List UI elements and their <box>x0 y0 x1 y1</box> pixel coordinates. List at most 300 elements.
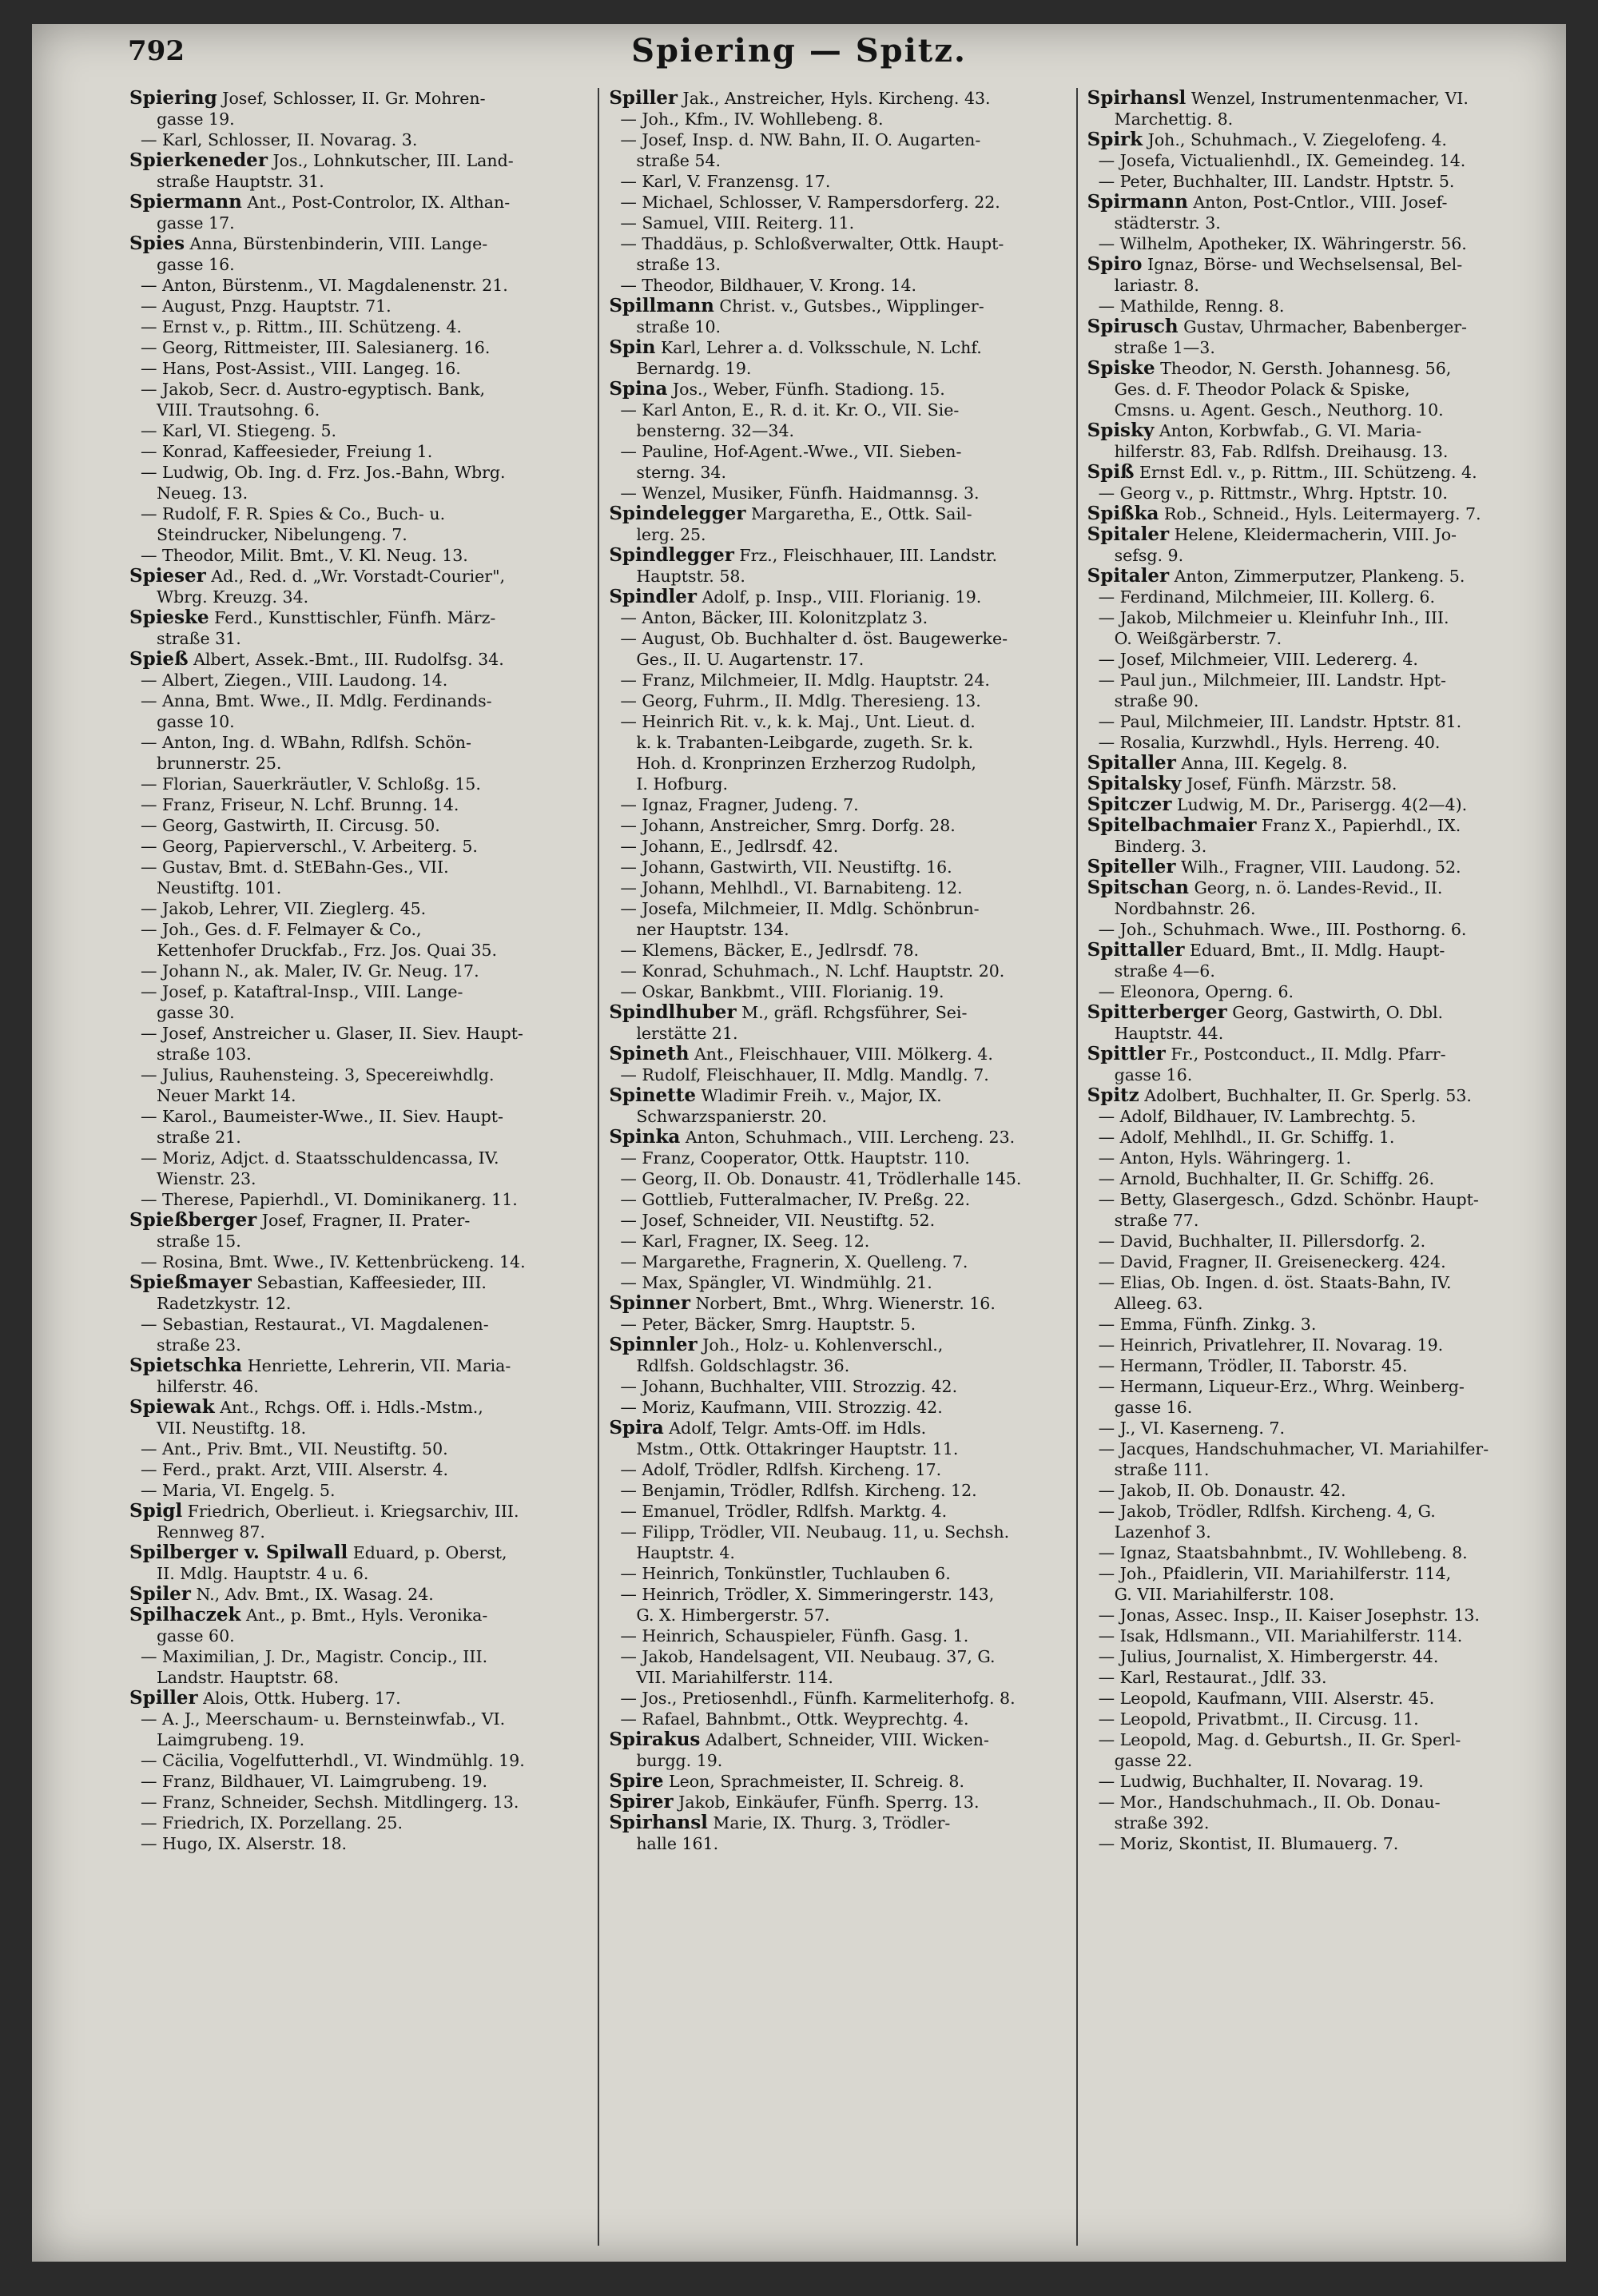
entry-surname: Spigl <box>129 1501 183 1522</box>
directory-entry-line <box>129 524 588 545</box>
entry-text: — Gustav, Bmt. d. StEBahn-Ges., VII. <box>141 858 449 877</box>
entry-surname: Spirer <box>609 1792 674 1813</box>
entry-text: Adolf, Telgr. Amts-Off. im Hdls. <box>663 1419 927 1438</box>
directory-entry-line <box>129 1584 588 1605</box>
directory-entry-line <box>129 1355 588 1376</box>
entry-text: — Mor., Handschuhmach., II. Ob. Donau- <box>1098 1793 1441 1812</box>
directory-entry-line <box>1087 337 1544 358</box>
entry-text: gasse 16. <box>1114 1398 1193 1417</box>
entry-text: Adalbert, Schneider, VIII. Wicken- <box>700 1730 989 1749</box>
directory-entry-line <box>1087 1438 1544 1459</box>
entry-text: Bernardg. 19. <box>636 359 752 378</box>
entry-surname: Spieß <box>129 649 189 670</box>
entry-surname: Spiske <box>1087 358 1155 379</box>
entry-surname: Spietschka <box>129 1355 243 1376</box>
directory-entry-line <box>609 1272 1066 1293</box>
directory-entry-line <box>129 1002 588 1023</box>
entry-text: — Wilhelm, Apotheker, IX. Währingerstr. 56. <box>1098 234 1467 253</box>
entry-text: — Benjamin, Trödler, Rdlfsh. Kircheng. 12. <box>620 1481 977 1500</box>
entry-surname: Spiller <box>609 88 678 109</box>
directory-entry-line <box>129 1750 588 1771</box>
entry-text: II. Mdlg. Hauptstr. 4 u. 6. <box>157 1564 369 1583</box>
directory-entry-line <box>609 1626 1066 1646</box>
entry-surname: Spirakus <box>609 1729 701 1750</box>
directory-entry-line <box>129 1626 588 1646</box>
directory-entry-line <box>1087 524 1544 545</box>
directory-entry-line <box>1087 1231 1544 1251</box>
directory-entry-line <box>129 753 588 774</box>
directory-entry-line <box>129 275 588 296</box>
entry-text: straße 15. <box>157 1232 241 1251</box>
entry-text: Jos., Weber, Fünfh. Stadiong. 15. <box>667 380 945 399</box>
entry-surname: Spiß <box>1087 462 1135 483</box>
directory-entry-line <box>129 1563 588 1584</box>
directory-entry-line <box>609 649 1066 670</box>
directory-entry-line <box>609 1480 1066 1501</box>
directory-entry-line <box>129 1729 588 1750</box>
entry-text: — Franz, Milchmeier, II. Mdlg. Hauptstr. 24. <box>620 670 990 690</box>
entry-surname: Spindlhuber <box>609 1002 737 1023</box>
entry-text: — Elias, Ob. Ingen. d. öst. Staats-Bahn, IV. <box>1098 1273 1452 1292</box>
directory-entry-line <box>129 1064 588 1085</box>
directory-entry-line <box>609 1418 1066 1438</box>
entry-text: — Franz, Schneider, Sechsh. Mitdlingerg. 13. <box>141 1793 519 1812</box>
directory-entry-line <box>129 545 588 566</box>
directory-entry-line <box>609 1064 1066 1085</box>
entry-text: — Rudolf, F. R. Spies & Co., Buch- u. <box>141 504 446 523</box>
entry-surname: Spitelbachmaier <box>1087 815 1257 836</box>
entry-surname: Spinner <box>609 1293 690 1314</box>
entry-surname: Spiering <box>129 88 217 109</box>
entry-text: Georg, Gastwirth, O. Dbl. <box>1226 1003 1444 1022</box>
directory-entry-line <box>129 1376 588 1397</box>
directory-entry-line <box>609 379 1066 400</box>
directory-entry-line <box>609 337 1066 358</box>
entry-text: Christ. v., Gutsbes., Wipplinger- <box>714 296 984 316</box>
entry-surname: Spindler <box>609 587 698 607</box>
directory-entry-line <box>1087 1522 1544 1542</box>
entry-text: — Jakob, Lehrer, VII. Zieglerg. 45. <box>141 899 427 918</box>
entry-text: Landstr. Hauptstr. 68. <box>157 1668 340 1687</box>
directory-entry-line <box>1087 545 1544 566</box>
directory-entry-line <box>129 171 588 192</box>
directory-entry-line <box>1087 441 1544 462</box>
directory-entry-line <box>129 815 588 836</box>
entry-text: Wilh., Fragner, VIII. Laudong. 52. <box>1175 858 1461 877</box>
directory-entry-line <box>1087 1023 1544 1044</box>
directory-entry-line <box>609 898 1066 919</box>
directory-entry-line <box>1087 919 1544 940</box>
directory-entry-line <box>609 420 1066 441</box>
entry-text: Hauptstr. 58. <box>636 567 745 586</box>
entry-text: — Jakob, Handelsagent, VII. Neubaug. 37, G. <box>620 1647 996 1666</box>
entry-text: Karl, Lehrer a. d. Volksschule, N. Lchf. <box>655 338 982 357</box>
directory-entry-line <box>129 607 588 628</box>
entry-text: Anna, III. Kegelg. 8. <box>1175 754 1348 773</box>
directory-entry-line <box>1087 1376 1544 1397</box>
directory-entry-line <box>129 296 588 316</box>
directory-entry-line <box>1087 587 1544 607</box>
entry-surname: Spieske <box>129 607 209 628</box>
directory-entry-line <box>129 1438 588 1459</box>
entry-text: Wenzel, Instrumentenmacher, VI. <box>1186 89 1469 108</box>
directory-entry-line <box>1087 150 1544 171</box>
directory-entry-line <box>129 1127 588 1148</box>
entry-text: — Klemens, Bäcker, E., Jedlrsdf. 78. <box>620 941 920 960</box>
directory-entry-line <box>609 857 1066 877</box>
entry-text: — Georg, Papierverschl., V. Arbeiterg. 5. <box>141 837 478 856</box>
entry-text: straße 392. <box>1114 1813 1210 1832</box>
entry-surname: Spira <box>609 1418 664 1438</box>
entry-text: Marchettig. 8. <box>1114 109 1234 129</box>
entry-text: — Rudolf, Fleischhauer, II. Mdlg. Mandlg. 7. <box>620 1065 989 1084</box>
directory-entry-line <box>609 1584 1066 1605</box>
directory-entry-line <box>129 690 588 711</box>
entry-text: — J., VI. Kaserneng. 7. <box>1098 1419 1285 1438</box>
entry-text: — Friedrich, IX. Porzellang. 25. <box>141 1813 403 1832</box>
directory-entry-line <box>1087 1418 1544 1438</box>
entry-text: — Leopold, Mag. d. Geburtsh., II. Gr. Sperl- <box>1098 1730 1461 1749</box>
entry-text: — Hans, Post-Assist., VIII. Langeg. 16. <box>141 359 461 378</box>
directory-entry-line <box>609 1709 1066 1729</box>
entry-surname: Spittaller <box>1087 940 1185 961</box>
directory-entry-line <box>1087 1688 1544 1709</box>
entry-text: — Karl Anton, E., R. d. it. Kr. O., VII. Sie- <box>620 400 960 420</box>
entry-text: — Maria, VI. Engelg. 5. <box>141 1481 336 1500</box>
directory-entry-line <box>129 898 588 919</box>
directory-entry-line <box>129 233 588 254</box>
entry-text: — Georg, Gastwirth, II. Circusg. 50. <box>141 816 440 835</box>
directory-entry-line <box>129 566 588 587</box>
entry-surname: Spießberger <box>129 1210 257 1231</box>
entry-text: — Jos., Pretiosenhdl., Fünfh. Karmeliterhofg. 8. <box>620 1689 1016 1708</box>
entry-text: — Rosina, Bmt. Wwe., IV. Kettenbrückeng. 14. <box>141 1252 526 1271</box>
directory-entry-line <box>1087 88 1544 109</box>
directory-entry-line <box>609 400 1066 420</box>
directory-entry-line <box>1087 1833 1544 1854</box>
entry-surname: Spitz <box>1087 1085 1139 1106</box>
entry-text: straße 10. <box>636 317 721 336</box>
directory-entry-line <box>609 670 1066 690</box>
entry-surname: Spitaller <box>1087 753 1176 774</box>
directory-entry-line <box>1087 628 1544 649</box>
entry-text: — Isak, Hdlsmann., VII. Mariahilferstr. 114. <box>1098 1626 1463 1645</box>
entry-text: Ad., Red. d. „Wr. Vorstadt-Courier", <box>205 567 506 586</box>
entry-text: Anton, Schuhmach., VIII. Lercheng. 23. <box>680 1128 1016 1147</box>
entry-text: gasse 60. <box>157 1626 235 1645</box>
entry-text: — Oskar, Bankbmt., VIII. Florianig. 19. <box>620 982 944 1001</box>
entry-surname: Spitaler <box>1087 524 1170 545</box>
entry-text: — Jacques, Handschuhmacher, VI. Mariahilfer- <box>1098 1439 1489 1458</box>
directory-entry-line <box>609 1085 1066 1106</box>
entry-text: VIII. Trautsohng. 6. <box>157 400 320 420</box>
entry-text: — Josef, Insp. d. NW. Bahn, II. O. Augarten- <box>620 130 981 149</box>
entry-text: Kettenhofer Druckfab., Frz. Jos. Quai 35. <box>157 941 497 960</box>
entry-surname: Spinnler <box>609 1335 698 1355</box>
entry-text: Rennweg 87. <box>157 1522 265 1542</box>
entry-text: Ant., Rchgs. Off. i. Hdls.-Mstm., <box>214 1398 483 1417</box>
directory-entry-line <box>609 587 1066 607</box>
entry-text: halle 161. <box>636 1834 719 1853</box>
directory-entry-line <box>1087 1646 1544 1667</box>
entry-text: — Wenzel, Musiker, Fünfh. Haidmannsg. 3. <box>620 483 980 503</box>
entry-text: VII. Neustiftg. 18. <box>157 1419 307 1438</box>
entry-text: — Arnold, Buchhalter, II. Gr. Schiffg. 26. <box>1098 1169 1435 1188</box>
entry-surname: Spierkeneder <box>129 150 268 171</box>
directory-entry-line <box>1087 1813 1544 1833</box>
directory-entry-line <box>1087 1210 1544 1231</box>
entry-text: Binderg. 3. <box>1114 837 1207 856</box>
directory-entry-line <box>129 1646 588 1667</box>
directory-entry-line <box>609 1688 1066 1709</box>
directory-entry-line <box>1087 857 1544 877</box>
directory-entry-line <box>1087 1335 1544 1355</box>
directory-entry-line <box>1087 1605 1544 1626</box>
entry-text: — Josef, Schneider, VII. Neustiftg. 52. <box>620 1211 936 1230</box>
entry-text: — Anton, Hyls. Währingerg. 1. <box>1098 1148 1352 1168</box>
directory-entry-line <box>129 192 588 213</box>
directory-entry-line <box>1087 1584 1544 1605</box>
entry-text: gasse 17. <box>157 213 235 233</box>
directory-entry-line <box>129 109 588 129</box>
entry-text: Adolf, p. Insp., VIII. Florianig. 19. <box>697 587 982 607</box>
directory-entry-line <box>129 1418 588 1438</box>
directory-entry-line <box>129 1501 588 1522</box>
page-header <box>32 24 1566 80</box>
directory-entry-line <box>609 1771 1066 1792</box>
directory-entry-line <box>129 628 588 649</box>
entry-surname: Spirmann <box>1087 192 1188 213</box>
entry-text: Hauptstr. 4. <box>636 1543 735 1562</box>
entry-text: — Georg, II. Ob. Donaustr. 41, Trödlerhalle 145. <box>620 1169 1022 1188</box>
entry-text: — Franz, Cooperator, Ottk. Hauptstr. 110. <box>620 1148 970 1168</box>
directory-entry-line <box>609 774 1066 794</box>
entry-text: sterng. 34. <box>636 463 726 482</box>
entry-text: Theodor, N. Gersth. Johannesg. 56, <box>1155 359 1452 378</box>
entry-text: — Hugo, IX. Alserstr. 18. <box>141 1834 348 1853</box>
entry-text: straße 4—6. <box>1114 961 1215 981</box>
entry-text: gasse 22. <box>1114 1751 1193 1770</box>
directory-entry-line <box>129 857 588 877</box>
entry-text: — Peter, Buchhalter, III. Landstr. Hptstr. 5. <box>1098 172 1455 191</box>
directory-entry-line <box>1087 981 1544 1002</box>
directory-entry-line <box>129 400 588 420</box>
entry-text: Ges. d. F. Theodor Polack & Spiske, <box>1114 380 1410 399</box>
entry-text: — Heinrich, Privatlehrer, II. Novarag. 19. <box>1098 1335 1444 1355</box>
column-middle <box>598 88 1075 2246</box>
entry-text: — Samuel, VIII. Reiterg. 11. <box>620 213 855 233</box>
directory-entry-line <box>609 815 1066 836</box>
entry-text: Alois, Ottk. Huberg. 17. <box>197 1689 401 1708</box>
entry-text: — Michael, Schlosser, V. Rampersdorferg. 22. <box>620 193 1000 212</box>
directory-entry-line <box>129 1605 588 1626</box>
directory-entry-line <box>609 1397 1066 1418</box>
entry-text: — Leopold, Kaufmann, VIII. Alserstr. 45. <box>1098 1689 1435 1708</box>
entry-text: Neueg. 13. <box>157 483 248 503</box>
directory-entry-line <box>1087 420 1544 441</box>
directory-entry-line <box>129 462 588 483</box>
entry-text: — Heinrich, Schauspieler, Fünfh. Gasg. 1. <box>620 1626 969 1645</box>
entry-text: Norbert, Bmt., Whrg. Wienerstr. 16. <box>690 1294 996 1313</box>
entry-text: straße 1—3. <box>1114 338 1215 357</box>
entry-text: Rob., Schneid., Hyls. Leitermayerg. 7. <box>1159 504 1481 523</box>
entry-text: — Mathilde, Renng. 8. <box>1098 296 1285 316</box>
entry-text: straße 90. <box>1114 691 1199 710</box>
entry-text: — Adolf, Mehlhdl., II. Gr. Schiffg. 1. <box>1098 1128 1395 1147</box>
directory-entry-line <box>1087 213 1544 233</box>
directory-entry-line <box>1087 379 1544 400</box>
directory-entry-line <box>609 877 1066 898</box>
entry-surname: Spin <box>609 337 656 358</box>
entry-text: straße 54. <box>636 151 721 170</box>
directory-entry-line <box>1087 1709 1544 1729</box>
entry-text: Anton, Korbwfab., G. VI. Maria- <box>1154 421 1422 440</box>
entry-text: Nordbahnstr. 26. <box>1114 899 1256 918</box>
directory-entry-line <box>1087 462 1544 483</box>
directory-entry-line <box>129 316 588 337</box>
directory-columns <box>120 88 1554 2246</box>
entry-surname: Spiro <box>1087 254 1143 275</box>
directory-entry-line <box>609 1792 1066 1813</box>
entry-text: — Therese, Papierhdl., VI. Dominikanerg. 11. <box>141 1190 518 1209</box>
entry-text: — Georg, Fuhrm., II. Mdlg. Theresieng. 13. <box>620 691 981 710</box>
directory-entry-line <box>609 150 1066 171</box>
directory-entry-line <box>129 794 588 815</box>
entry-text: Anton, Zimmerputzer, Plankeng. 5. <box>1169 567 1465 586</box>
entry-surname: Spittler <box>1087 1044 1166 1064</box>
entry-text: — Joh., Schuhmach. Wwe., III. Posthorng. 6. <box>1098 920 1467 939</box>
entry-surname: Spiermann <box>129 192 242 213</box>
directory-entry-line <box>609 940 1066 961</box>
entry-text: straße 103. <box>157 1045 252 1064</box>
entry-text: Josef, Schlosser, II. Gr. Mohren- <box>217 89 486 108</box>
entry-surname: Spitaler <box>1087 566 1170 587</box>
entry-surname: Spinette <box>609 1085 696 1106</box>
entry-text: Josef, Fragner, II. Prater- <box>256 1211 471 1230</box>
directory-entry-line <box>1087 192 1544 213</box>
directory-entry-line <box>609 129 1066 150</box>
entry-text: Henriette, Lehrerin, VII. Maria- <box>242 1356 511 1375</box>
entry-text: straße 111. <box>1114 1460 1210 1479</box>
entry-text: — Thaddäus, p. Schloßverwalter, Ottk. Haupt- <box>620 234 1004 253</box>
entry-text: — Sebastian, Restaurat., VI. Magdalenen- <box>141 1315 489 1334</box>
directory-entry-line <box>1087 690 1544 711</box>
entry-text: Helene, Kleidermacherin, VIII. Jo- <box>1169 525 1457 544</box>
entry-text: Gustav, Uhrmacher, Babenberger- <box>1178 317 1467 336</box>
directory-entry-line <box>129 1667 588 1688</box>
entry-text: Anton, Post-Cntlor., VIII. Josef- <box>1187 193 1448 212</box>
directory-entry-line <box>609 462 1066 483</box>
entry-text: Schwarzspanierstr. 20. <box>636 1107 827 1126</box>
entry-text: Franz X., Papierhdl., IX. <box>1256 816 1461 835</box>
directory-entry-line <box>609 1293 1066 1314</box>
entry-text: Ges., II. U. Augartenstr. 17. <box>636 650 865 669</box>
directory-entry-line <box>1087 1314 1544 1335</box>
directory-entry-line <box>609 88 1066 109</box>
directory-entry-line <box>129 1168 588 1189</box>
directory-entry-line <box>609 1563 1066 1584</box>
directory-entry-line <box>1087 1501 1544 1522</box>
entry-text: Ernst Edl. v., p. Rittm., III. Schützeng. 4. <box>1134 463 1477 482</box>
entry-text: Joh., Schuhmach., V. Ziegelofeng. 4. <box>1143 130 1447 149</box>
entry-text: — Heinrich, Tonkünstler, Tuchlauben 6. <box>620 1564 951 1583</box>
entry-surname: Spindelegger <box>609 503 746 524</box>
entry-text: — Jonas, Assec. Insp., II. Kaiser Josephstr. 13. <box>1098 1606 1480 1625</box>
entry-text: lerg. 25. <box>636 525 706 544</box>
entry-text: Alleeg. 63. <box>1114 1294 1203 1313</box>
directory-entry-line <box>609 1106 1066 1127</box>
entry-text: — Margarethe, Fragnerin, X. Quelleng. 7. <box>620 1252 968 1271</box>
directory-entry-line <box>129 732 588 753</box>
directory-entry-line <box>1087 1106 1544 1127</box>
directory-entry-line <box>1087 1272 1544 1293</box>
entry-text: Anna, Bürstenbinderin, VIII. Lange- <box>185 234 488 253</box>
directory-entry-line <box>609 607 1066 628</box>
directory-entry-line <box>609 1355 1066 1376</box>
entry-text: — Cäcilia, Vogelfutterhdl., VI. Windmühlg. 19. <box>141 1751 525 1770</box>
directory-entry-line <box>1087 254 1544 275</box>
entry-text: Jakob, Einkäufer, Fünfh. Sperrg. 13. <box>673 1793 980 1812</box>
directory-entry-line <box>129 1397 588 1418</box>
entry-text: Neuer Markt 14. <box>157 1086 296 1105</box>
entry-text: — Ferdinand, Milchmeier, III. Kollerg. 6. <box>1098 587 1435 607</box>
entry-text: Lazenhof 3. <box>1114 1522 1211 1542</box>
directory-entry-line <box>1087 1189 1544 1210</box>
entry-surname: Spinka <box>609 1127 681 1148</box>
directory-entry-line <box>609 836 1066 857</box>
entry-text: Joh., Holz- u. Kohlenverschl., <box>697 1335 944 1355</box>
entry-text: — Johann, Buchhalter, VIII. Strozzig. 42. <box>620 1377 958 1396</box>
entry-surname: Spindlegger <box>609 545 734 566</box>
entry-surname: Spießmayer <box>129 1272 252 1293</box>
directory-entry-line <box>609 566 1066 587</box>
entry-text: — Max, Spängler, VI. Windmühlg. 21. <box>620 1273 932 1292</box>
entry-surname: Spitczer <box>1087 794 1172 815</box>
entry-surname: Spiteller <box>1087 857 1176 877</box>
directory-entry-line <box>1087 109 1544 129</box>
directory-entry-line <box>129 670 588 690</box>
directory-entry-line <box>1087 1792 1544 1813</box>
entry-text: — Konrad, Schuhmach., N. Lchf. Hauptstr. 20. <box>620 961 1005 981</box>
directory-entry-line <box>609 171 1066 192</box>
running-title: Spiering — Spitz. <box>631 32 967 70</box>
entry-text: — Anna, Bmt. Wwe., II. Mdlg. Ferdinands- <box>141 691 492 710</box>
entry-text: — Eleonora, Operng. 6. <box>1098 982 1294 1001</box>
entry-text: — Johann N., ak. Maler, IV. Gr. Neug. 17. <box>141 961 479 981</box>
entry-text: — Josefa, Milchmeier, II. Mdlg. Schönbrun- <box>620 899 980 918</box>
entry-text: — Betty, Glasergesch., Gdzd. Schönbr. Haupt- <box>1098 1190 1479 1209</box>
entry-text: Ant., Fleischhauer, VIII. Mölkerg. 4. <box>689 1045 993 1064</box>
entry-text: Cmsns. u. Agent. Gesch., Neuthorg. 10. <box>1114 400 1444 420</box>
entry-text: Eduard, Bmt., II. Mdlg. Haupt- <box>1184 941 1445 960</box>
directory-entry-line <box>609 981 1066 1002</box>
directory-entry-line <box>609 794 1066 815</box>
entry-text: Ignaz, Börse- und Wechselsensal, Bel- <box>1142 255 1463 274</box>
directory-entry-line <box>609 1813 1066 1833</box>
directory-entry-line <box>1087 649 1544 670</box>
directory-entry-line <box>609 732 1066 753</box>
entry-text: — Josef, p. Kataftral-Insp., VIII. Lange- <box>141 982 463 1001</box>
entry-surname: Spirhansl <box>609 1813 708 1833</box>
directory-entry-line <box>129 88 588 109</box>
entry-text: straße Hauptstr. 31. <box>157 172 324 191</box>
directory-entry-line <box>129 774 588 794</box>
entry-text: — Gottlieb, Futteralmacher, IV. Preßg. 22. <box>620 1190 971 1209</box>
entry-text: gasse 16. <box>1114 1065 1193 1084</box>
entry-text: — Joh., Pfaidlerin, VII. Mariahilferstr. 114, <box>1098 1564 1452 1583</box>
directory-entry-line <box>129 1522 588 1542</box>
entry-text: — Ant., Priv. Bmt., VII. Neustiftg. 50. <box>141 1439 448 1458</box>
